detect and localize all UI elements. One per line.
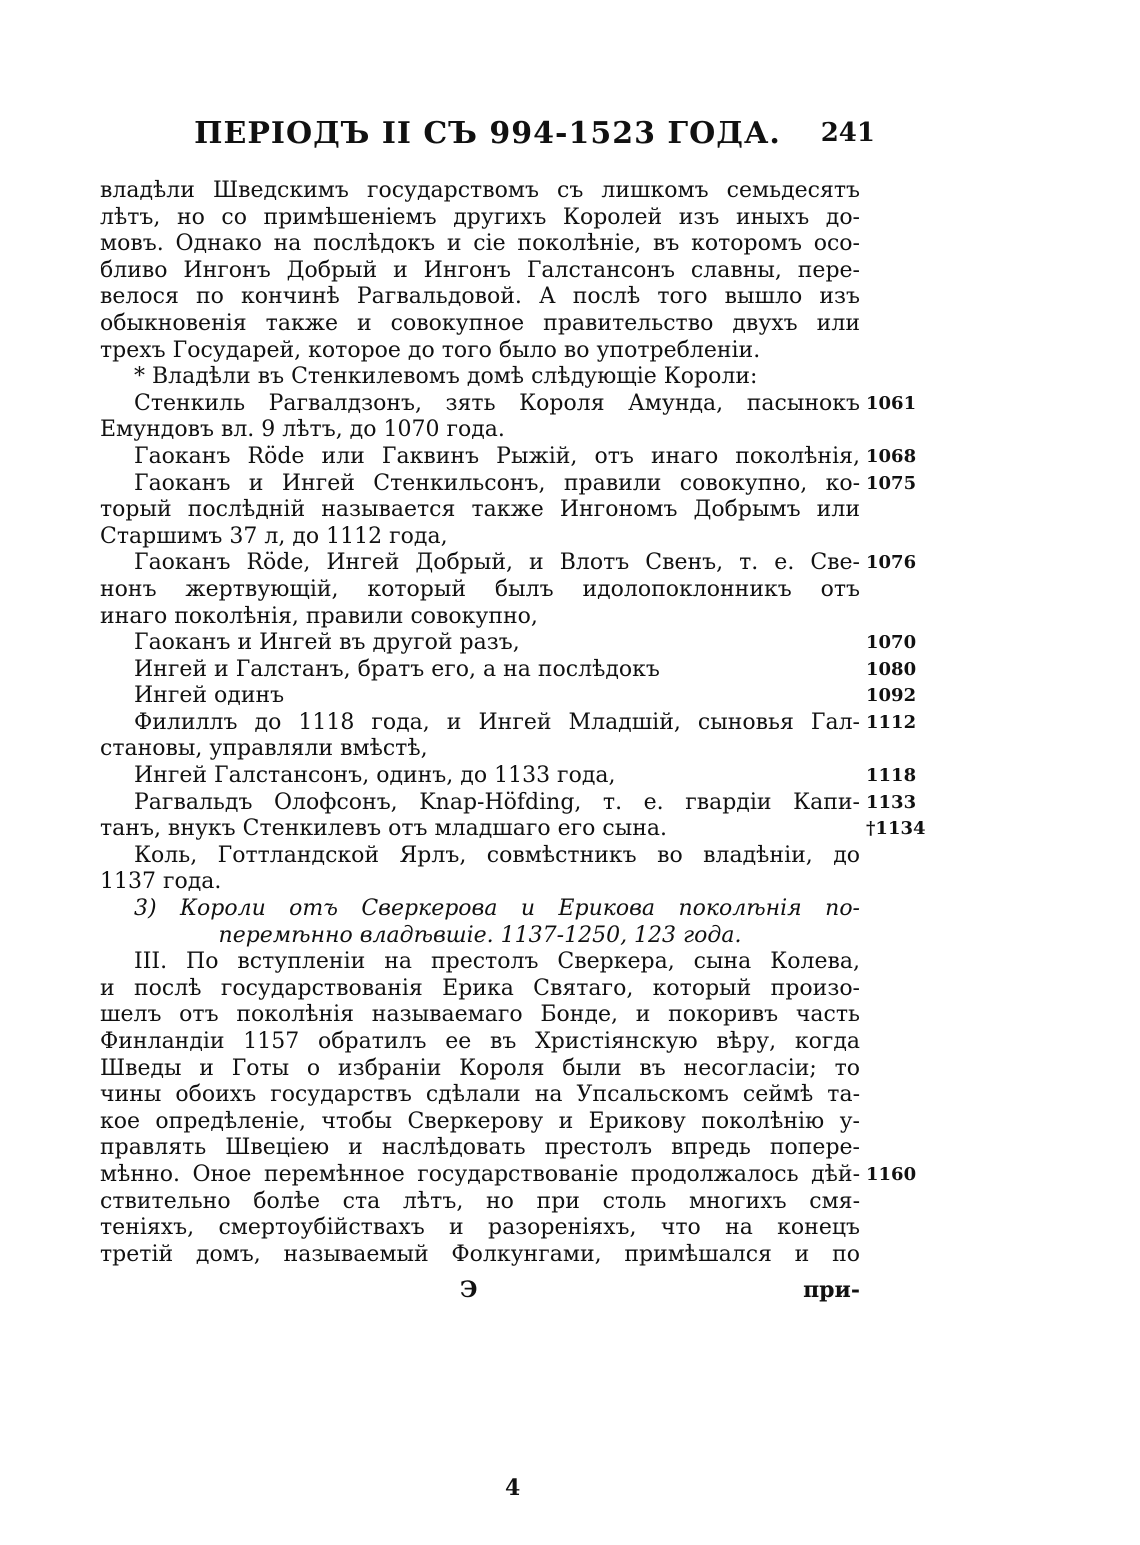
text-line (100, 843, 860, 870)
line-text: Финландіи 1157 обратилъ ее въ Христіянскую вѣру, когда (100, 1029, 860, 1054)
line-text: становы, управляли вмѣстѣ, (100, 736, 428, 762)
bottom-mark: 4 (505, 1475, 521, 1501)
margin-year-note: 1076 (866, 552, 917, 574)
line-text: мовъ. Однако на послѣдокъ и сіе поколѣніе, въ которомъ осо- (100, 231, 860, 257)
text-line (100, 443, 917, 471)
text-line (100, 550, 917, 577)
text-line (100, 338, 860, 365)
line-text: Гаоканъ и Ингей въ другой разъ, (134, 630, 520, 656)
text-line (100, 417, 860, 444)
line-text: 3) Короли отъ Сверкерова и Ерикова поколѣнія по- (134, 896, 860, 922)
line-text: III. По вступленіи на престолъ Сверкера, сына Колева, (134, 949, 860, 975)
margin-year-note: †1134 (866, 818, 926, 840)
line-text: велося по кончинѣ Рагвальдовой. А послѣ того вышло изъ (100, 284, 860, 310)
text-line (100, 604, 860, 631)
line-text: Шведы и Готы о избраніи Короля были въ несогласіи; то (100, 1055, 860, 1081)
line-text: мѣнно. Оное перемѣнное государствованіе продолжалось дѣй- (100, 1161, 860, 1187)
line-text: Стенкиль Рагвалдзонъ, зять Короля Амунда, пасынокъ (134, 390, 860, 416)
margin-year-note: 1070 (866, 632, 917, 654)
line-text: Емундовъ вл. 9 лѣтъ, до 1070 года. (100, 417, 505, 443)
text-line (100, 1029, 860, 1056)
text-line (100, 497, 860, 524)
text-line (100, 976, 860, 1003)
line-text: правлять Швеціею и наслѣдовать престолъ впредь попере- (100, 1135, 860, 1161)
text-line (100, 763, 917, 790)
line-text: перемѣнно владѣвшіе. 1137-1250, 123 года. (218, 922, 742, 948)
page-number: 241 (820, 118, 875, 148)
line-text: чины обоихъ государствъ сдѣлали на Упсальскомъ сеймѣ та- (100, 1082, 860, 1108)
line-text: кое опредѣленіе, чтобы Сверкерову и Ерикову поколѣнію у- (100, 1108, 860, 1134)
margin-year-note: 1133 (866, 791, 917, 813)
line-text: Ингей и Галстанъ, братъ его, а на послѣдокъ (134, 656, 660, 682)
line-text: трехъ Государей, которое до того было во употребленіи. (100, 337, 761, 363)
line-text: торый послѣдній называется также Ингономъ Добрымъ или (100, 497, 860, 523)
text-line (100, 470, 917, 498)
margin-year-note: 1112 (866, 711, 917, 733)
line-text: 1137 года. (100, 869, 222, 895)
line-text: обыкновенія также и совокупное правительство двухъ или (100, 310, 860, 336)
text-line (100, 1056, 860, 1083)
text-line (100, 1109, 860, 1136)
margin-year-note: 1160 (866, 1163, 917, 1185)
text-line (100, 949, 860, 976)
page-footer (100, 1277, 860, 1307)
line-text: * Владѣли въ Стенкилевомъ домѣ слѣдующіе Короли: (134, 364, 758, 390)
running-title: ПЕРІОДЪ II СЪ 994-1523 ГОДА. (194, 116, 781, 151)
line-text: Коль, Готтландской Ярлъ, совмѣстникъ во владѣніи, до (134, 842, 860, 868)
text-line (100, 231, 860, 258)
text-line (100, 577, 860, 604)
text-line (100, 709, 917, 737)
text-line (100, 311, 860, 338)
margin-year-note: 1075 (866, 472, 917, 494)
margin-year-note: 1061 (866, 392, 917, 414)
text-line (100, 205, 860, 232)
text-line (100, 630, 917, 657)
margin-year-note: 1092 (866, 685, 917, 707)
line-text: теніяхъ, смертоубійствахъ и разореніяхъ, что на конецъ (100, 1215, 860, 1241)
text-line (100, 816, 926, 843)
text-line (100, 1189, 860, 1216)
text-line (100, 1215, 860, 1242)
text-line (100, 656, 917, 684)
line-text: лѣтъ, но со примѣшеніемъ другихъ Королей изъ иныхъ до- (100, 204, 860, 230)
margin-year-note: 1118 (866, 765, 917, 787)
line-text: Ингей Галстансонъ, одинъ, до 1133 года, (134, 763, 616, 789)
line-text: Гаоканъ Röde, Ингей Добрый, и Влотъ Свенъ, т. е. Све- (134, 550, 860, 576)
text-line (100, 364, 860, 391)
line-text: ствительно болѣе ста лѣтъ, но при столь многихъ смя- (100, 1188, 860, 1214)
text-line (100, 258, 860, 285)
text-line (100, 736, 860, 763)
line-text: Старшимъ 37 л, до 1112 года, (100, 523, 448, 549)
text-line (100, 524, 860, 551)
text-line (100, 178, 860, 205)
text-body (100, 178, 926, 1268)
line-text: танъ, внукъ Стенкилевъ отъ младшаго его сына. (100, 816, 668, 842)
page-header (100, 116, 875, 156)
text-line (100, 284, 860, 311)
text-line (100, 1135, 860, 1162)
line-text: и послѣ государствованія Ерика Святаго, который произо- (100, 975, 860, 1001)
line-text: Гаоканъ Röde или Гаквинъ Рыжій, отъ инаго поколѣнія, (134, 443, 860, 469)
line-text: владѣли Шведскимъ государствомъ съ лишкомъ семьдесятъ (100, 178, 860, 203)
line-text: Рагвальдъ Олофсонъ, Knap-Höfding, т. е. гвардіи Капи- (134, 789, 860, 815)
text-line (100, 1082, 860, 1109)
text-line (100, 683, 917, 710)
text-line (100, 789, 917, 817)
margin-year-note: 1068 (866, 445, 917, 467)
line-text: инаго поколѣнія, правили совокупно, (100, 603, 538, 629)
line-text: Гаоканъ и Ингей Стенкильсонъ, правили совокупно, ко- (134, 470, 860, 496)
text-line (100, 869, 860, 896)
text-line (100, 390, 917, 418)
line-text: третій домъ, называемый Фолкунгами, примѣшался и по (100, 1241, 860, 1267)
line-text: бливо Ингонъ Добрый и Ингонъ Галстансонъ славны, пере- (100, 257, 860, 283)
line-text: шелъ отъ поколѣнія называемаго Бонде, и покоривъ часть (100, 1002, 860, 1028)
text-line (100, 1002, 860, 1029)
line-text: нонъ жертвующій, который былъ идолопоклонникъ отъ (100, 576, 860, 602)
text-line (100, 1242, 860, 1269)
margin-year-note: 1080 (866, 658, 917, 680)
signature-mark: Э (460, 1277, 478, 1303)
line-text: Филиллъ до 1118 года, и Ингей Младшій, сыновья Гал- (134, 709, 860, 735)
text-line (100, 923, 860, 950)
text-line (100, 1161, 917, 1189)
line-text: Ингей одинъ (134, 683, 285, 709)
text-line (100, 896, 860, 923)
catchword: при- (803, 1277, 860, 1303)
